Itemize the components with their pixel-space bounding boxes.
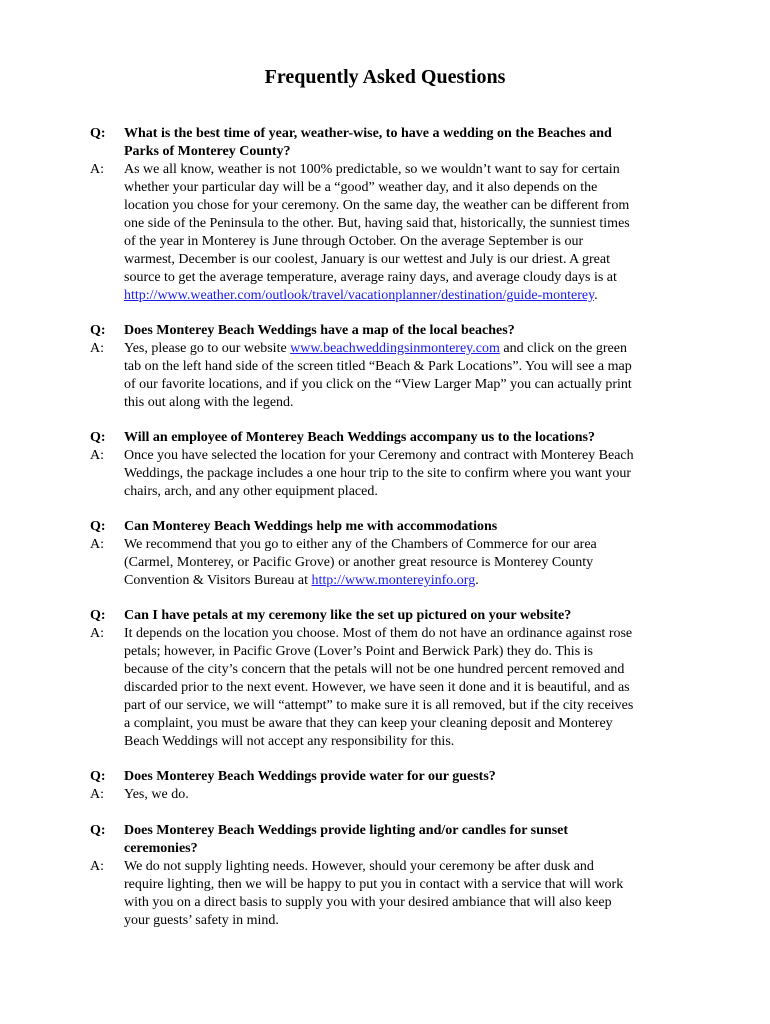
question-text: Can I have petals at my ceremony like the set up pictured on your website?	[124, 608, 572, 623]
question-text: Does Monterey Beach Weddings have a map of the local beaches?	[124, 323, 515, 338]
website-link[interactable]: www.beachweddingsinmonterey.com	[290, 341, 500, 356]
question-row	[90, 429, 690, 447]
faq-item	[90, 822, 690, 930]
answer-row	[90, 340, 690, 412]
question-text: Does Monterey Beach Weddings provide lighting and/or candles for sunset ceremonies?	[124, 823, 569, 856]
question-label: Q:	[90, 769, 106, 784]
question-label: Q:	[90, 608, 106, 623]
answer-row	[90, 786, 690, 804]
weather-link[interactable]: http://www.weather.com/outlook/travel/vacationplanner/destination/guide-monterey	[124, 288, 595, 303]
question-label: Q:	[90, 126, 106, 141]
answer-label: A:	[90, 626, 104, 641]
faq-item	[90, 518, 690, 590]
answer-text: Yes, please go to our website www.beachweddingsinmonterey.com and click on the green tab on the left hand side of the screen titled “Beach & Park Locations”. You will see a map of our favorite locations, and if you click on the “View Larger Map” you can actually print this out along with the legend.	[124, 341, 632, 410]
answer-label: A:	[90, 537, 104, 552]
answer-row	[90, 625, 690, 751]
question-row	[90, 607, 690, 625]
answer-row	[90, 161, 690, 305]
answer-label: A:	[90, 162, 104, 177]
question-row	[90, 322, 690, 340]
question-text: Can Monterey Beach Weddings help me with accommodations	[124, 519, 498, 534]
answer-row	[90, 858, 690, 930]
answer-text: We recommend that you go to either any of the Chambers of Commerce for our area (Carmel, Monterey, or Pacific Grove) or another great resource is Monterey County Convention & Visitors Bureau at http://www.montereyinfo.org.	[124, 537, 597, 588]
answer-text: Once you have selected the location for your Ceremony and contract with Monterey Beach Weddings, the package includes a one hour trip to the site to confirm where you want your chairs, arch, and any other equipment placed.	[124, 448, 634, 499]
page-title: Frequently Asked Questions	[264, 66, 506, 88]
question-row	[90, 125, 690, 161]
question-label: Q:	[90, 430, 106, 445]
answer-label: A:	[90, 859, 104, 874]
question-label: Q:	[90, 519, 106, 534]
answer-text: Yes, we do.	[124, 787, 189, 802]
question-label: Q:	[90, 323, 106, 338]
question-row	[90, 518, 690, 536]
faq-item	[90, 768, 690, 804]
montereyinfo-link[interactable]: http://www.montereyinfo.org	[311, 573, 476, 588]
question-label: Q:	[90, 823, 106, 838]
faq-item	[90, 607, 690, 751]
answer-label: A:	[90, 448, 104, 463]
answer-row	[90, 536, 690, 590]
question-row	[90, 768, 690, 786]
answer-text: It depends on the location you choose. Most of them do not have an ordinance against rose petals; however, in Pacific Grove (Lover’s Point and Berwick Park) they do. This is because of the city’s concern that the petals will not be one hundred percent removed and discarded prior to the next event. However, we have seen it done and it is beautiful, and as part of our service, we will “attempt” to make sure it is all removed, but if the city receives a complaint, you must be aware that they can keep your cleaning deposit and Monterey Beach Weddings will not accept any responsibility for this.	[124, 626, 634, 749]
answer-row	[90, 447, 690, 501]
answer-text: We do not supply lighting needs. However, should your ceremony be after dusk and require lighting, then we will be happy to put you in contact with a service that will work with you on a direct basis to supply you with your desired ambiance that will also keep your guests’ safety in mind.	[124, 859, 624, 928]
faq-item	[90, 125, 690, 305]
question-text: What is the best time of year, weather-wise, to have a wedding on the Beaches and Parks of Monterey County?	[124, 126, 612, 159]
question-text: Will an employee of Monterey Beach Weddings accompany us to the locations?	[124, 430, 595, 445]
question-text: Does Monterey Beach Weddings provide water for our guests?	[124, 769, 496, 784]
faq-item	[90, 322, 690, 412]
question-row	[90, 822, 690, 858]
answer-label: A:	[90, 341, 104, 356]
faq-item	[90, 429, 690, 501]
answer-label: A:	[90, 787, 104, 802]
answer-text: As we all know, weather is not 100% predictable, so we wouldn’t want to say for certain whether your particular day will be a “good” weather day, and it also depends on the location you chose for your ceremony. On the same day, the weather can be different from one side of the Peninsula to the other. But, having said that, historically, the sunniest times of the year in Monterey is June through October. On the average September is our warmest, December is our coolest, January is our wettest and July is our driest. A great source to get the average temperature, average rainy days, and average cloudy days is at http://www.weather.com/outlook/travel/vacationplanner/destination/guide-monterey.	[124, 162, 630, 303]
